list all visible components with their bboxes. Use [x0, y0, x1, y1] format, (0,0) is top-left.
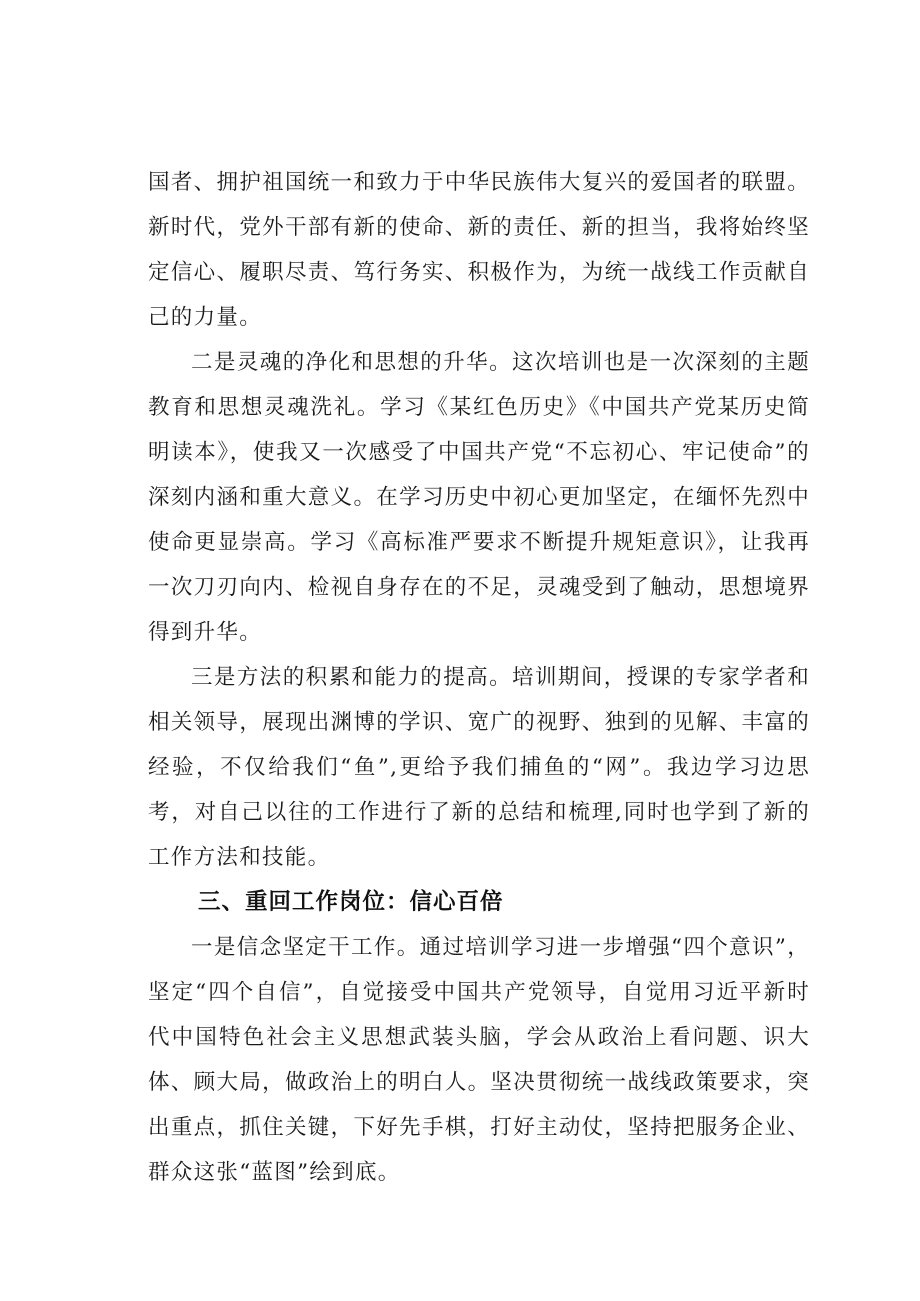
paragraph-firm-belief: 一是信念坚定干工作。通过培训学习进一步增强“四个意识”，坚定“四个自信”，自觉接受中国共产党领导，自觉用习近平新时代中国特色社会主义思想武装头脑，学会从政治上看问题、识大体、顾大局，做政治上的明白人。坚决贯彻统一战线政策要求，突出重点，抓住关键，下好先手棋，打好主动仗，坚持把服务企业、群众这张“蓝图”绘到底。 [148, 935, 810, 1185]
document-body [148, 160, 810, 1195]
paragraph-soul-purification: 二是灵魂的净化和思想的升华。这次培训也是一次深刻的主题教育和思想灵魂洗礼。学习《某红色历史》《中国共产党某历史简明读本》，使我又一次感受了中国共产党“不忘初心、牢记使命”的深刻内涵和重大意义。在学习历史中初心更加坚定，在缅怀先烈中使命更显崇高。学习《高标准严要求不断提升规矩意识》，让我再一次刀刃向内、检视自身存在的不足，灵魂受到了触动，思想境界得到升华。 [148, 350, 810, 645]
paragraph-method-accumulation: 三是方法的积累和能力的提高。培训期间，授课的专家学者和相关领导，展现出渊博的学识、宽广的视野、独到的见解、丰富的经验，不仅给我们“鱼”,更给予我们捕鱼的“网”。我边学习边思考，对自己以往的工作进行了新的总结和梳理,同时也学到了新的工作方法和技能。 [148, 665, 810, 870]
section-heading: 三、重回工作岗位：信心百倍 [198, 889, 504, 915]
paragraph-continuation: 国者、拥护祖国统一和致力于中华民族伟大复兴的爱国者的联盟。新时代，党外干部有新的使命、新的责任、新的担当，我将始终坚定信心、履职尽责、笃行务实、积极作为，为统一战线工作贡献自己的力量。 [148, 170, 810, 330]
